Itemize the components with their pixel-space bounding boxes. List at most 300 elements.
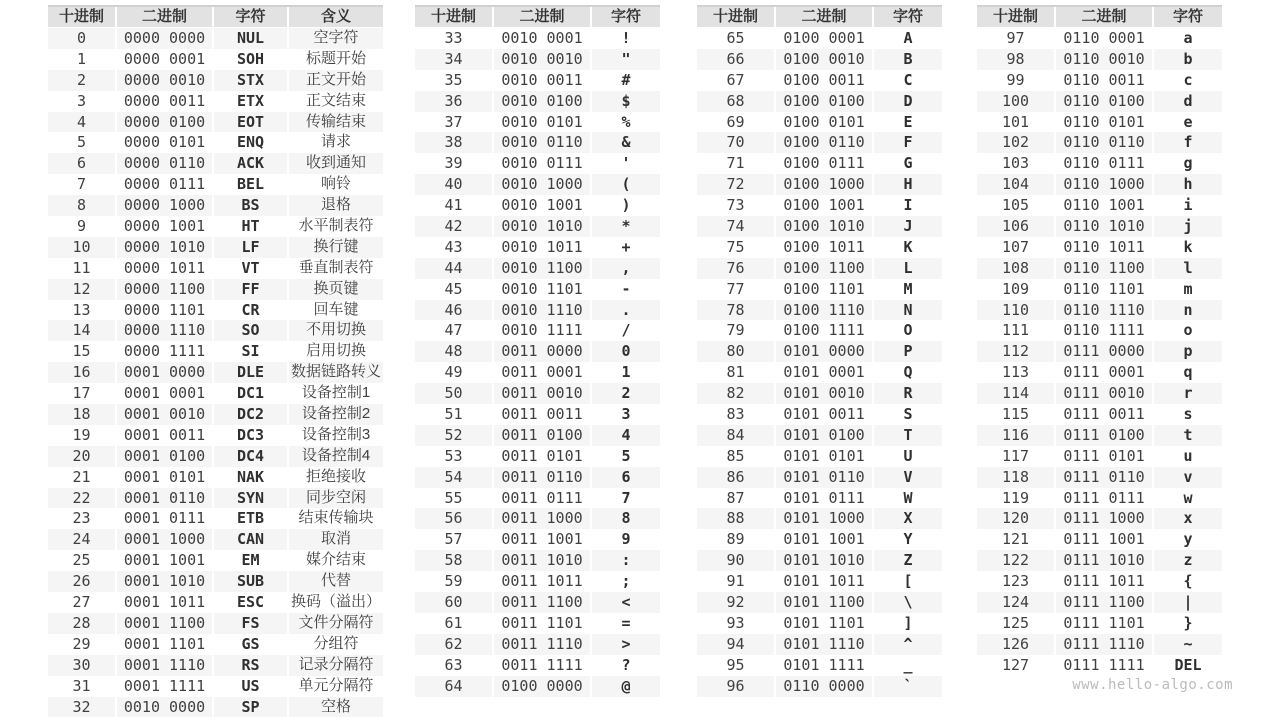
table-cell: 6 — [590, 467, 660, 488]
table-cell: 0101 0111 — [774, 488, 872, 509]
table-cell: 0110 0100 — [1054, 91, 1152, 112]
table-cell: 0011 0010 — [492, 383, 590, 404]
table-row — [697, 279, 942, 300]
table-cell: 116 — [1001, 425, 1030, 444]
table-cell: 117 — [1001, 446, 1030, 465]
table-cell: 0100 0010 — [774, 49, 872, 70]
table-cell: 97 — [1006, 29, 1025, 47]
table-row — [48, 446, 383, 467]
table-cell: CR — [212, 300, 287, 321]
table-row — [977, 195, 1222, 216]
table-cell: 113 — [1001, 363, 1030, 382]
table-cell: o — [1152, 320, 1222, 341]
table-row — [48, 132, 383, 153]
table-row — [977, 425, 1222, 446]
table-row — [48, 613, 383, 634]
table-cell: 39 — [444, 154, 463, 173]
table-cell: 设备控制4 — [287, 446, 383, 467]
table-cell: 空字符 — [287, 28, 383, 49]
table-row — [48, 571, 383, 592]
table-cell: 4 — [76, 112, 87, 131]
table-cell: 0110 1110 — [1054, 300, 1152, 321]
table-cell: 0110 0010 — [1054, 49, 1152, 70]
table-cell: ' — [590, 153, 660, 174]
table-row — [977, 467, 1222, 488]
table-row — [48, 320, 383, 341]
table-row — [415, 320, 660, 341]
table-row — [697, 237, 942, 258]
table-row — [697, 320, 942, 341]
table-cell: 95 — [726, 655, 745, 674]
table-cell: 88 — [726, 509, 745, 528]
table-cell: 0010 1111 — [492, 320, 590, 341]
table-cell: 0110 1000 — [1054, 174, 1152, 195]
table-cell: 0011 0110 — [492, 467, 590, 488]
table-cell: 空格 — [287, 697, 383, 718]
table-row — [48, 362, 383, 383]
table-cell: 0111 1110 — [1054, 634, 1152, 655]
table-cell: 45 — [444, 279, 463, 298]
table-cell: 0000 0111 — [115, 174, 212, 195]
ascii-table-control-chars-0-32 — [48, 5, 383, 717]
table-row — [48, 467, 383, 488]
table-cell: 换页键 — [287, 279, 383, 300]
watermark-text: www.hello-algo.com — [1072, 677, 1233, 693]
table-row — [977, 279, 1222, 300]
table-cell: 120 — [1001, 509, 1030, 528]
table-cell: 水平制表符 — [287, 216, 383, 237]
table-cell: SOH — [212, 49, 287, 70]
table-cell: 垂直制表符 — [287, 258, 383, 279]
table-cell: 0001 1100 — [115, 613, 212, 634]
table-cell: 0010 1100 — [492, 258, 590, 279]
table-cell: 71 — [726, 154, 745, 173]
table-cell: DLE — [212, 362, 287, 383]
table-cell: 0100 1001 — [774, 195, 872, 216]
table-cell: 122 — [1001, 551, 1030, 570]
table-cell: 0011 0000 — [492, 341, 590, 362]
table-row — [48, 216, 383, 237]
table-cell: ( — [590, 174, 660, 195]
table-cell: 2 — [76, 70, 87, 89]
table-cell: 正文结束 — [287, 91, 383, 112]
table-cell: 回车键 — [287, 300, 383, 321]
table-cell: { — [1152, 571, 1222, 592]
table-cell: 19 — [72, 425, 91, 444]
table-cell: ~ — [1152, 634, 1222, 655]
table-row — [697, 49, 942, 70]
table-cell: 2 — [590, 383, 660, 404]
table-cell: 0110 0111 — [1054, 153, 1152, 174]
table-cell: u — [1152, 446, 1222, 467]
table-row — [977, 655, 1222, 676]
table-cell: 0100 0100 — [774, 91, 872, 112]
table-cell: B — [872, 49, 942, 70]
table-cell: 0011 0111 — [492, 488, 590, 509]
table-cell: 123 — [1001, 572, 1030, 591]
table-cell: 47 — [444, 321, 463, 340]
table-row — [415, 383, 660, 404]
table-row — [697, 655, 942, 676]
table-row — [697, 529, 942, 550]
table-row — [48, 697, 383, 718]
table-row — [48, 28, 383, 49]
table-cell: 67 — [726, 70, 745, 89]
table-cell: 0000 0001 — [115, 49, 212, 70]
table-cell: BS — [212, 195, 287, 216]
table-row — [697, 153, 942, 174]
column-header: 十进制 — [992, 8, 1038, 25]
table-cell: 0001 1010 — [115, 571, 212, 592]
table-cell: h — [1152, 174, 1222, 195]
table-cell: 0000 1000 — [115, 195, 212, 216]
table-cell: 77 — [726, 279, 745, 298]
table-row — [48, 529, 383, 550]
table-cell: 115 — [1001, 405, 1030, 424]
table-cell: $ — [590, 91, 660, 112]
table-cell: 90 — [726, 551, 745, 570]
table-cell: + — [590, 237, 660, 258]
table-cell: 124 — [1001, 593, 1030, 612]
ascii-table-chars-65-96 — [697, 5, 942, 697]
table-cell: 分组符 — [287, 634, 383, 655]
table-row — [977, 383, 1222, 404]
table-cell: > — [590, 634, 660, 655]
table-cell: 0001 0111 — [115, 508, 212, 529]
table-cell: 85 — [726, 446, 745, 465]
table-row — [48, 258, 383, 279]
table-cell: 0111 0100 — [1054, 425, 1152, 446]
table-cell: 响铃 — [287, 174, 383, 195]
table-cell: 0100 1000 — [774, 174, 872, 195]
table-row — [48, 488, 383, 509]
table-cell: 126 — [1001, 634, 1030, 653]
table-row — [697, 362, 942, 383]
table-cell: q — [1152, 362, 1222, 383]
table-cell: 0001 0011 — [115, 425, 212, 446]
table-row — [48, 404, 383, 425]
table-cell: US — [212, 676, 287, 697]
table-cell: 101 — [1001, 112, 1030, 131]
table-row — [415, 655, 660, 676]
table-cell: A — [872, 28, 942, 49]
table-cell: v — [1152, 467, 1222, 488]
table-cell: n — [1152, 300, 1222, 321]
table-row — [697, 216, 942, 237]
table-cell: 0010 1001 — [492, 195, 590, 216]
table-cell: 7 — [590, 488, 660, 509]
table-cell: 26 — [72, 572, 91, 591]
table-row — [415, 132, 660, 153]
table-cell: ? — [590, 655, 660, 676]
table-cell: 文件分隔符 — [287, 613, 383, 634]
table-row — [48, 634, 383, 655]
table-cell: 20 — [72, 446, 91, 465]
table-cell: ETX — [212, 91, 287, 112]
table-cell: 0100 0011 — [774, 70, 872, 91]
table-cell: 64 — [444, 676, 463, 695]
table-row — [977, 404, 1222, 425]
column-header: 二进制 — [492, 7, 590, 27]
table-cell: 0100 1010 — [774, 216, 872, 237]
table-cell: * — [590, 216, 660, 237]
table-cell: 0111 1100 — [1054, 592, 1152, 613]
table-cell: 94 — [726, 634, 745, 653]
table-cell: Y — [872, 529, 942, 550]
table-cell: 媒介结束 — [287, 550, 383, 571]
table-cell: 0010 0010 — [492, 49, 590, 70]
table-cell: 0101 0110 — [774, 467, 872, 488]
table-cell: 0100 0101 — [774, 112, 872, 133]
table-row — [697, 571, 942, 592]
table-cell: 121 — [1001, 530, 1030, 549]
table-cell: 0011 1010 — [492, 550, 590, 571]
table-cell: N — [872, 300, 942, 321]
table-row — [48, 174, 383, 195]
table-cell: 3 — [76, 91, 87, 110]
table-cell: 83 — [726, 405, 745, 424]
table-cell: S — [872, 404, 942, 425]
table-cell: 0110 1001 — [1054, 195, 1152, 216]
table-cell: 0001 1000 — [115, 529, 212, 550]
table-row — [415, 613, 660, 634]
table-cell: 0100 0001 — [774, 28, 872, 49]
table-cell: 7 — [76, 175, 87, 194]
table-cell: t — [1152, 425, 1222, 446]
table-cell: 退格 — [287, 195, 383, 216]
table-cell: 0011 0100 — [492, 425, 590, 446]
table-cell: 46 — [444, 300, 463, 319]
table-header-row — [697, 5, 942, 28]
table-row — [977, 49, 1222, 70]
table-cell: Q — [872, 362, 942, 383]
column-header: 字符 — [212, 7, 287, 27]
table-row — [415, 362, 660, 383]
table-cell: 56 — [444, 509, 463, 528]
table-row — [977, 550, 1222, 571]
table-cell: 0101 1101 — [774, 613, 872, 634]
table-row — [415, 279, 660, 300]
table-cell: 标题开始 — [287, 49, 383, 70]
table-row — [697, 70, 942, 91]
table-cell: 110 — [1001, 300, 1030, 319]
table-cell: 0011 1100 — [492, 592, 590, 613]
table-cell: 0001 0001 — [115, 383, 212, 404]
table-cell: CAN — [212, 529, 287, 550]
table-row — [48, 195, 383, 216]
table-cell: 0011 1111 — [492, 655, 590, 676]
table-cell: 0001 0010 — [115, 404, 212, 425]
table-row — [977, 341, 1222, 362]
table-cell: 结束传输块 — [287, 508, 383, 529]
table-cell: 0111 0111 — [1054, 488, 1152, 509]
table-row — [697, 91, 942, 112]
table-row — [977, 571, 1222, 592]
table-cell: 0110 1011 — [1054, 237, 1152, 258]
table-cell: 49 — [444, 363, 463, 382]
table-row — [415, 70, 660, 91]
table-cell: 37 — [444, 112, 463, 131]
table-cell: 设备控制1 — [287, 383, 383, 404]
table-cell: 0000 1111 — [115, 341, 212, 362]
table-row — [697, 446, 942, 467]
table-cell: U — [872, 446, 942, 467]
table-row — [697, 592, 942, 613]
table-cell: _ — [872, 655, 942, 676]
table-row — [48, 508, 383, 529]
table-cell: % — [590, 112, 660, 133]
column-header: 二进制 — [774, 7, 872, 27]
table-cell: g — [1152, 153, 1222, 174]
table-cell: 53 — [444, 446, 463, 465]
table-cell: 36 — [444, 91, 463, 110]
column-header: 字符 — [872, 7, 942, 27]
table-cell: VT — [212, 258, 287, 279]
table-row — [977, 320, 1222, 341]
table-cell: 0011 1110 — [492, 634, 590, 655]
table-cell: 0101 1100 — [774, 592, 872, 613]
table-cell: 传输结束 — [287, 112, 383, 133]
table-row — [48, 676, 383, 697]
table-cell: 41 — [444, 196, 463, 215]
table-cell: 25 — [72, 551, 91, 570]
table-cell: 27 — [72, 593, 91, 612]
table-cell: [ — [872, 571, 942, 592]
table-cell: 换行键 — [287, 237, 383, 258]
table-cell: 66 — [726, 49, 745, 68]
table-cell: 0101 0101 — [774, 446, 872, 467]
table-cell: 15 — [72, 342, 91, 361]
table-cell: 0101 0010 — [774, 383, 872, 404]
table-cell: DC3 — [212, 425, 287, 446]
table-cell: I — [872, 195, 942, 216]
table-cell: 0010 0100 — [492, 91, 590, 112]
table-cell: 44 — [444, 258, 463, 277]
table-cell: ; — [590, 571, 660, 592]
table-cell: 0101 1001 — [774, 529, 872, 550]
table-cell: 0001 1011 — [115, 592, 212, 613]
table-row — [415, 300, 660, 321]
table-cell: C — [872, 70, 942, 91]
table-cell: 启用切换 — [287, 341, 383, 362]
table-cell: 0000 1011 — [115, 258, 212, 279]
table-cell: 40 — [444, 175, 463, 194]
table-row — [415, 28, 660, 49]
table-cell: 13 — [72, 300, 91, 319]
table-cell: 104 — [1001, 175, 1030, 194]
table-cell: FS — [212, 613, 287, 634]
table-cell: 30 — [72, 655, 91, 674]
table-cell: 0011 1011 — [492, 571, 590, 592]
table-cell: 0000 1110 — [115, 320, 212, 341]
table-row — [697, 467, 942, 488]
table-cell: x — [1152, 508, 1222, 529]
table-cell: DEL — [1152, 655, 1222, 676]
column-header: 二进制 — [115, 7, 212, 27]
table-cell: 设备控制2 — [287, 404, 383, 425]
table-cell: 32 — [72, 697, 91, 716]
table-cell: j — [1152, 216, 1222, 237]
column-header: 字符 — [590, 7, 660, 27]
table-row — [415, 634, 660, 655]
table-row — [415, 550, 660, 571]
table-cell: 17 — [72, 384, 91, 403]
table-cell: 1 — [590, 362, 660, 383]
table-cell: 0111 0000 — [1054, 341, 1152, 362]
table-row — [415, 404, 660, 425]
table-cell: LF — [212, 237, 287, 258]
table-cell: 0101 0011 — [774, 404, 872, 425]
table-cell: 119 — [1001, 488, 1030, 507]
table-row — [697, 112, 942, 133]
table-cell: E — [872, 112, 942, 133]
table-cell: 72 — [726, 175, 745, 194]
table-cell: 0001 1001 — [115, 550, 212, 571]
table-row — [977, 508, 1222, 529]
table-cell: 112 — [1001, 342, 1030, 361]
table-cell: ETB — [212, 508, 287, 529]
table-cell: - — [590, 279, 660, 300]
column-header: 十进制 — [712, 8, 758, 25]
table-cell: 89 — [726, 530, 745, 549]
table-cell: 0010 1101 — [492, 279, 590, 300]
table-cell: 0110 0011 — [1054, 70, 1152, 91]
table-cell: 60 — [444, 593, 463, 612]
table-cell: 0111 0101 — [1054, 446, 1152, 467]
table-cell: 0100 0110 — [774, 132, 872, 153]
table-cell: 8 — [590, 508, 660, 529]
table-cell: 0111 1111 — [1054, 655, 1152, 676]
table-cell: 118 — [1001, 467, 1030, 486]
table-row — [977, 28, 1222, 49]
table-cell: 0101 1011 — [774, 571, 872, 592]
table-header-row — [977, 5, 1222, 28]
table-cell: 76 — [726, 258, 745, 277]
table-cell: RS — [212, 655, 287, 676]
table-row — [977, 613, 1222, 634]
table-cell: NUL — [212, 28, 287, 49]
table-cell: 125 — [1001, 613, 1030, 632]
table-cell: 0001 0101 — [115, 467, 212, 488]
table-cell: 0 — [76, 29, 87, 47]
table-cell: 68 — [726, 91, 745, 110]
table-cell: 70 — [726, 133, 745, 152]
table-cell: D — [872, 91, 942, 112]
table-cell: 0110 0000 — [774, 676, 872, 697]
table-cell: 0111 1000 — [1054, 508, 1152, 529]
table-cell: 0100 1101 — [774, 279, 872, 300]
table-row — [415, 112, 660, 133]
table-row — [697, 195, 942, 216]
table-cell: 0000 1100 — [115, 279, 212, 300]
table-cell: FF — [212, 279, 287, 300]
table-cell: 74 — [726, 217, 745, 236]
table-cell: 105 — [1001, 196, 1030, 215]
table-cell: SI — [212, 341, 287, 362]
table-cell: d — [1152, 91, 1222, 112]
table-cell: O — [872, 320, 942, 341]
table-row — [697, 404, 942, 425]
table-row — [48, 279, 383, 300]
table-cell: W — [872, 488, 942, 509]
table-row — [415, 529, 660, 550]
table-cell: 0000 0010 — [115, 70, 212, 91]
table-row — [697, 676, 942, 697]
table-row — [977, 258, 1222, 279]
table-row — [697, 132, 942, 153]
table-cell: 0010 0001 — [492, 28, 590, 49]
table-row — [977, 634, 1222, 655]
